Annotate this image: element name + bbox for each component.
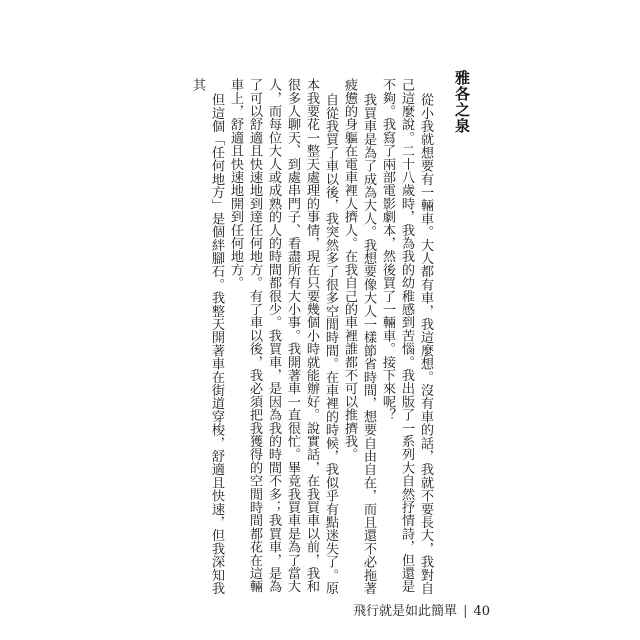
paragraph-3: 自從我買了車以後，我突然多了很多空閒時間。在車裡的時候，我似乎有點迷失了。原本我要花一整天處理的事情，現在只要幾個小時就能辦好。說實話，在我買車以前，我和很多人聊天、到處串門子、看盡所有大小事。我開著車一直很忙。畢竟我買車是為了當大人，而每位大人或成熟的人的時間都很少。我買車，是因為我的時間不多；我買車，是為了可以舒適且快速地到達任何地方。有了車以後，我必須把我獲得的空閒時間都花在這輛車上，舒適且快速地開到任何地方。 (228, 78, 338, 595)
section-title: 雅各之泉 (453, 70, 471, 134)
body-text (188, 78, 435, 598)
page-number: 40 (473, 604, 490, 619)
paragraph-2: 我買車是為了成為大人。我想要像大人一樣節省時間，想要自由自在，而且還不必拖著疲憊的身軀在電車裡人擠人。在我自己的車裡誰都不可以推擠我。 (342, 78, 376, 595)
footer-separator: | (463, 604, 468, 619)
paragraph-4: 但這個「任何地方」是個絆腳石。我整天開著車在街道穿梭，舒適且快速，但我深知我其 (190, 78, 224, 595)
page-footer (353, 600, 490, 619)
book-title: 飛行就是如此簡單 (353, 604, 458, 619)
paragraph-1: 從小我就想要有一輛車。大人都有車，我這麼想。沒有車的話，我就不要長大，我對自己這麼說。二十八歲時，我為我的幼稚感到苦惱。我出版了一系列大自然抒情詩，但還是不夠。我寫了兩部電影劇本，然後買了一輛車。接下來呢？ (380, 78, 433, 595)
